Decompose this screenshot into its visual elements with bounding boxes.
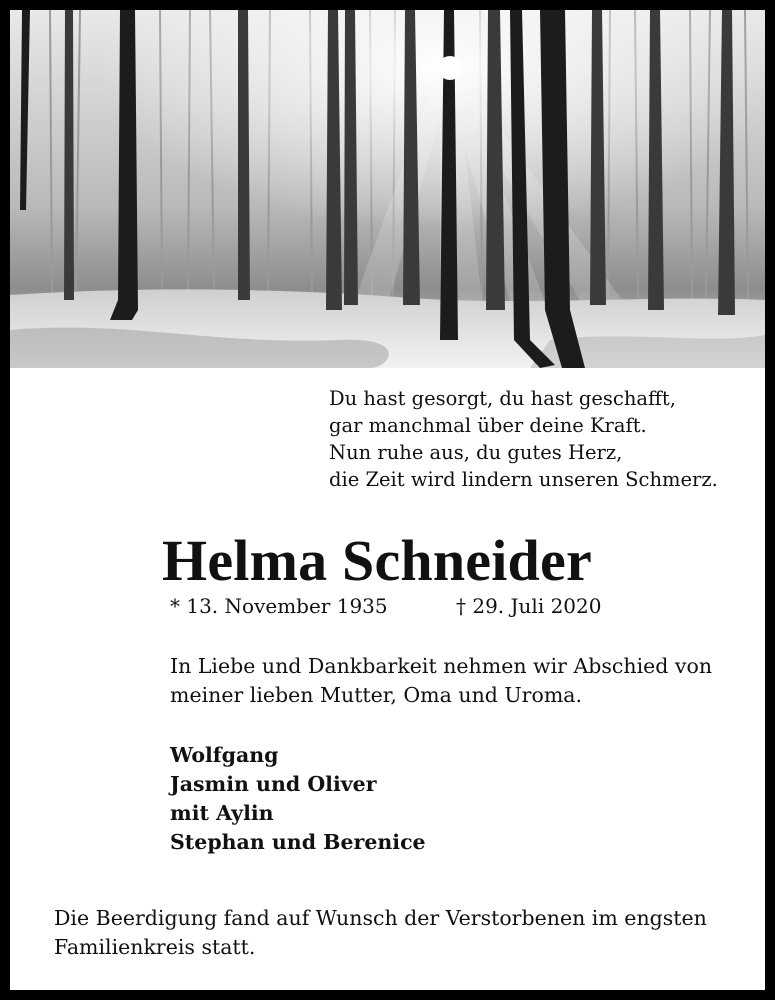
poem-line: Du hast gesorgt, du hast geschafft,: [329, 387, 676, 410]
death-date: † 29. Juli 2020: [456, 594, 602, 618]
forest-photo: [10, 10, 765, 368]
funeral-notice: Die Beerdigung fand auf Wunsch der Verstorbenen im engsten Familienkreis statt.: [54, 906, 707, 959]
poem-line: Nun ruhe aus, du gutes Herz,: [329, 441, 623, 464]
poem-line: die Zeit wird lindern unseren Schmerz.: [329, 468, 718, 491]
obituary-card: [10, 10, 765, 990]
birth-date: * 13. November 1935: [170, 594, 388, 618]
family-member: mit Aylin: [170, 801, 274, 825]
family-member: Wolfgang: [170, 743, 279, 767]
family-member: Stephan und Berenice: [170, 830, 426, 854]
poem: [329, 385, 749, 493]
farewell-text: In Liebe und Dankbarkeit nehmen wir Abschied von meiner lieben Mutter, Oma und Uroma.: [170, 654, 713, 707]
family-list: [170, 741, 426, 857]
family-member: Jasmin und Oliver: [170, 772, 377, 796]
deceased-name: Helma Schneider: [162, 528, 592, 593]
poem-line: gar manchmal über deine Kraft.: [329, 414, 647, 437]
